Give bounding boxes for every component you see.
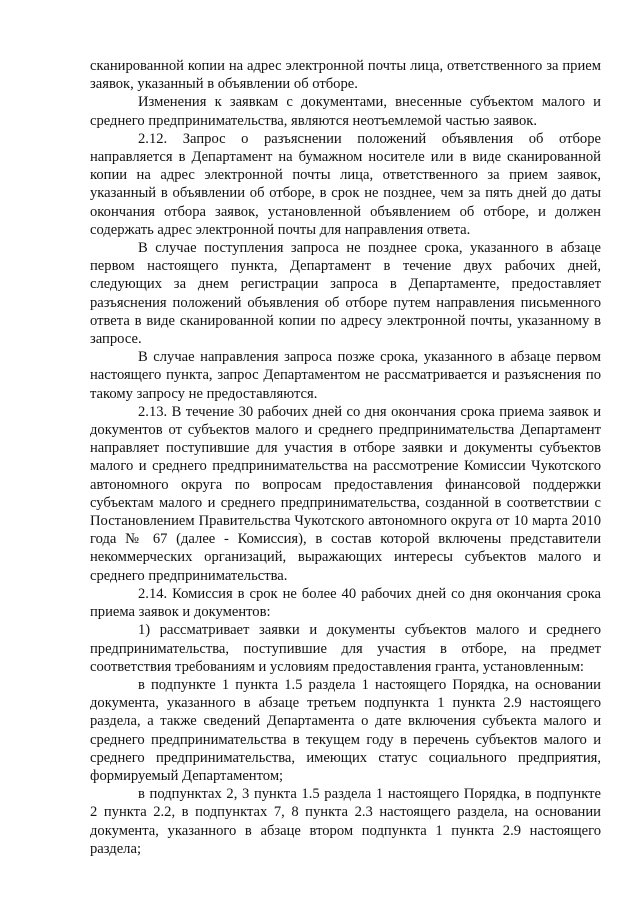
paragraph-amendments: Изменения к заявкам с документами, внесенные субъектом малого и среднего предпринимательства, являются неотъемлемой частью заявок.: [90, 94, 601, 129]
paragraph-2-14-item-1: 1) рассматривает заявки и документы субъектов малого и среднего предпринимательства, поступившие для участия в отборе, на предмет соответствия требованиям и условиям предоставления гранта, установленным:: [90, 622, 601, 675]
paragraph-subitem-1-5-2-3: в подпунктах 2, 3 пункта 1.5 раздела 1 настоящего Порядка, в подпункте 2 пункта 2.2, в подпунктах 7, 8 пункта 2.3 настоящего раздела, на основании документа, указанного в абзаце втором подпункта 1 пункта 2.9 настоящего раздела;: [90, 786, 601, 857]
paragraph-2-12: 2.12. Запрос о разъяснении положений объявления об отборе направляется в Департамент на бумажном носителе или в виде сканированной копии на адрес электронной почты лица, ответственного за прием заявок, указанный в объявлении об отборе, в срок не позднее, чем за пять дней до даты окончания отбора заявок, установленной объявлением об отборе, и должен содержать адрес электронной почты для направления ответа.: [90, 130, 601, 238]
paragraph-timely-request: В случае поступления запроса не позднее срока, указанного в абзаце первом настоящего пункта, Департамент в течение двух рабочих дней, следующих за днем регистрации запроса в Департаменте, предоставляет разъяснения положений объявления об отборе путем направления письменного ответа в виде сканированной копии по адресу электронной почты, указанному в запросе.: [90, 240, 601, 348]
paragraph-2-13: 2.13. В течение 30 рабочих дней со дня окончания срока приема заявок и документов от субъектов малого и среднего предпринимательства Департамент направляет поступившие для участия в отборе заявки и документы субъектов малого и среднего предпринимательства на рассмотрение Комиссии Чукотского автономного округа по вопросам предоставления финансовой поддержки субъектам малого и среднего предпринимательства, созданной в соответствии с Постановлением Правительства Чукотского автономного округа от 10 марта 2010 года № 67 (далее - Комиссия), в состав которой включены представители некоммерческих организаций, выражающих интересы субъектов малого и среднего предпринимательства.: [90, 403, 601, 584]
paragraph-2-14: 2.14. Комиссия в срок не более 40 рабочих дней со дня окончания срока приема заявок и документов:: [90, 585, 601, 621]
paragraph-subitem-1-5-1: в подпункте 1 пункта 1.5 раздела 1 настоящего Порядка, на основании документа, указанного в абзаце третьем подпункта 1 пункта 2.9 настоящего раздела, а также сведений Департамента о дате включения субъекта малого и среднего предпринимательства в текущем году в перечень субъектов малого и среднего предпринимательства, имеющих статус социального предприятия, формируемый Департаментом;: [90, 676, 601, 784]
paragraph-late-request: В случае направления запроса позже срока, указанного в абзаце первом настоящего пункта, запрос Департаментом не рассматривается и разъяснения по такому запросу не предоставляются.: [90, 349, 601, 402]
paragraph-continuation: сканированной копии на адрес электронной почты лица, ответственного за прием заявок, указанный в объявлении об отборе.: [90, 58, 601, 93]
